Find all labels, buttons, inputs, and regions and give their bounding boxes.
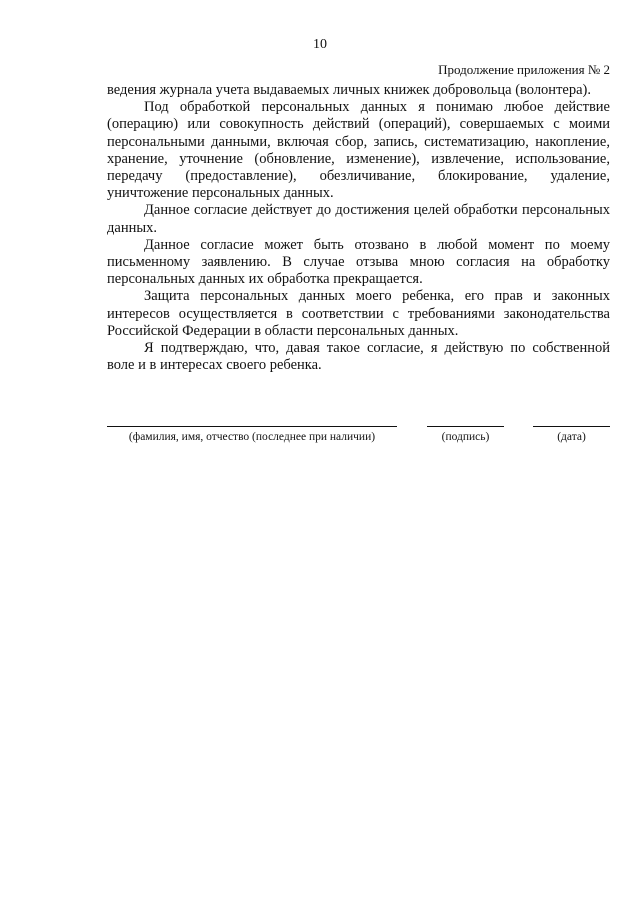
- paragraph-protection: Защита персональных данных моего ребенка, его прав и законных интересов осуществляется в соответствии с требованиями законодательства Российской Федерации в области персональных данных.: [107, 288, 610, 339]
- signature-line: [427, 426, 504, 427]
- name-line: [107, 426, 397, 427]
- signature-field: [427, 426, 504, 444]
- signature-caption: (подпись): [441, 431, 490, 443]
- page-number: 10: [313, 37, 327, 52]
- signature-row: [107, 426, 610, 456]
- appendix-note: Продолжение приложения № 2: [438, 62, 610, 77]
- date-field: [533, 426, 610, 444]
- date-caption: (дата): [557, 431, 586, 443]
- paragraph-processing-definition: Под обработкой персональных данных я понимаю любое действие (операцию) или совокупность действий (операций), совершаемых с моими персональными данными, включая сбор, запись, систематизацию, накопление, хранение, уточнение (обновление, изменение), извлечение, использование, передачу (предоставление), обезличивание, блокирование, удаление, уничтожение персональных данных.: [107, 99, 610, 202]
- document-body: [107, 82, 610, 374]
- paragraph-continuation: ведения журнала учета выдаваемых личных книжек добровольца (волонтера).: [107, 82, 591, 98]
- paragraph-validity: Данное согласие действует до достижения целей обработки персональных данных.: [107, 202, 610, 236]
- name-field: [107, 426, 397, 444]
- paragraph-confirmation: Я подтверждаю, что, давая такое согласие, я действую по собственной воле и в интересах своего ребенка.: [107, 340, 610, 374]
- name-caption: (фамилия, имя, отчество (последнее при наличии): [128, 431, 376, 443]
- paragraph-revocation: Данное согласие может быть отозвано в любой момент по моему письменному заявлению. В случае отзыва мною согласия на обработку персональных данных их обработка прекращается.: [107, 236, 610, 288]
- date-line: [533, 426, 610, 427]
